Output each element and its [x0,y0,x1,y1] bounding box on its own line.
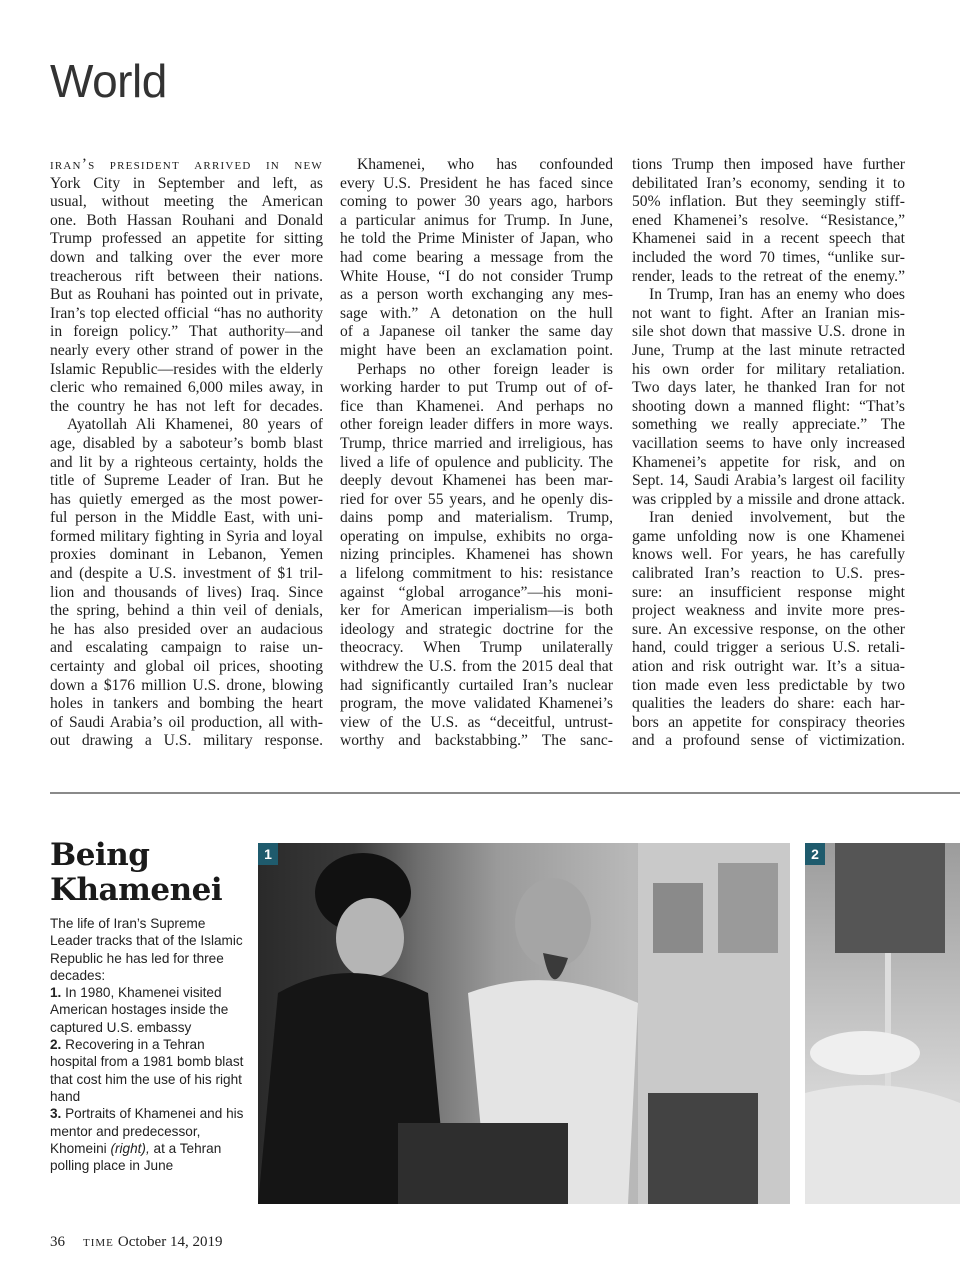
article-text-line: formed military fighting in Syria and loyal [50,527,323,545]
article-text-line: ried for over 55 years, and he openly dis- [340,490,613,508]
article-text-line: Khamenei said in a recent speech that [632,230,905,248]
article-text-line: of Saudi Arabia’s oil production, all with- [50,713,323,731]
article-text-line: a particular animus for Trump. In June, [340,211,613,229]
sidebar-title-line-2: Khamenei [50,872,223,908]
article-text-line: sure. An excessive response, on the other [632,620,905,638]
article-text-line: certainty and global oil prices, shooting [50,658,323,676]
caption-number: 1. [50,985,62,1001]
sidebar-caption [50,915,250,1174]
article-text-line: Sept. 14, Saudi Arabia’s largest oil facility [632,472,905,490]
article-text-line: deeply devout Khamenei has been mar- [340,472,613,490]
article-text-line: was crippled by a missile and drone attack. [632,490,905,508]
sidebar-intro: The life of Iran’s Supreme Leader tracks that of the Islamic Republic he has led for three decades: [50,916,243,983]
sidebar-title [50,838,222,908]
section-divider [50,792,960,794]
article-text-line: title of Supreme Leader of Iran. But he [50,472,323,490]
page-number: 36 [50,1234,65,1250]
article-text-line: his own order for military retaliation. [632,360,905,378]
article-text-line: June, Trump at the last minute retracted [632,341,905,359]
page-footer [50,1234,222,1251]
article-text-line: might have been an exclamation point. [340,341,613,359]
article-text-line: Iran’s top elected official “has no authority [50,304,323,322]
article-text-line: lion and thousands of lives) Iraq. Since [50,583,323,601]
article-text-line: qualities the leaders do share: each har- [632,695,905,713]
article-text-line: tion made even less predictable by two [632,676,905,694]
article-text-line: against “global arrogance”—his moni- [340,583,613,601]
article-text-line: every U.S. President he has faced since [340,174,613,192]
article-text-line: Perhaps no other foreign leader is [357,360,613,378]
article-text-line: and lit by a righteous certainty, holds the [50,453,323,471]
caption-item-1 [50,984,250,1036]
article-text-line: nizing principles. Khamenei has shown [340,546,613,564]
article-column-2 [340,156,613,751]
article-text-line: the spring, behind a thin veil of denials, [50,602,323,620]
article-text-line: Ayatollah Ali Khamenei, 80 years of [67,416,323,434]
article-text-line: Trump, thrice married and irreligious, has [340,434,613,452]
photo-khamenei-hostages [258,843,790,1204]
article-text-line: other foreign leader differs in more ways. [340,416,613,434]
article-text-line: one. Both Hassan Rouhani and Donald [50,211,323,229]
article-text-line: Khamenei’s appetite for risk, and on [632,453,905,471]
article-text-line: and (despite a U.S. investment of $1 tril- [50,565,323,583]
article-text-line: treacherous rift between their nations. [50,267,323,285]
article-text-line: usual, without meeting the American [50,193,323,211]
article-text-line: sile shot down that massive U.S. drone in [632,323,905,341]
photo-badge-2: 2 [805,843,825,865]
article-text-line: game unfolding now is one Khamenei [632,527,905,545]
article-text-line: Trump professed an appetite for sitting [50,230,323,248]
article-column-1 [50,156,323,751]
article-column-3 [632,156,905,751]
article-text-line: fice than Khamenei. And perhaps no [340,397,613,415]
article-text-line: a lifelong commitment to his: resistance [340,565,613,583]
article-text-line: proxies dominant in Lebanon, Yemen [50,546,323,564]
photo-badge-1: 1 [258,843,278,865]
caption-item-3 [50,1105,250,1174]
article-text-line: hand, could trigger a serious U.S. retali- [632,639,905,657]
article-text-line: working harder to put Trump out of of- [340,379,613,397]
caption-tail: at a Tehran polling place in June [50,1140,222,1174]
article-text-line: York City in September and left, as [50,174,323,192]
article-text-line: Islamic Republic—resides with the elderly [50,360,323,378]
article-text-line: nearly every other strand of power in the [50,341,323,359]
article-text-line: theocracy. When Trump unilaterally [340,639,613,657]
article-text-line: withdrew the U.S. from the 2015 deal that [340,658,613,676]
section-title: World [50,55,167,107]
issue-date: October 14, 2019 [117,1234,223,1250]
article-text-line: worthy and backstabbing.” The sanc- [340,732,613,750]
article-text-line: program, the move validated Khamenei’s [340,695,613,713]
article-text-line: dains pomp and materialism. Trump, [340,509,613,527]
article-text-line: and a profound sense of victimization. [632,732,905,750]
photo-khamenei-hospital [805,843,960,1204]
article-text-line: has quietly emerged as the most power- [50,490,323,508]
article-text-line: Iran denied involvement, but the [649,509,905,527]
article-text-line: had significantly curtailed Iran’s nuclear [340,676,613,694]
article-text-line: ened Khamenei’s resolve. “Resistance,” [632,211,905,229]
caption-italic: (right), [110,1140,150,1156]
caption-number: 3. [50,1106,62,1122]
article-text-line: vacillation seems to have only increased [632,434,905,452]
article-text-line: sure: an insufficient response might [632,583,905,601]
article-text-line: in foreign policy.” That authority—and [50,323,323,341]
article-text-line: not want to fight. After an Iranian mis- [632,304,905,322]
article-text-line: Khamenei, who has confounded [357,156,613,173]
article-text-line: cleric who remained 6,000 miles away, in [50,379,323,397]
article-text-line: he told the Prime Minister of Japan, who [340,230,613,248]
article-text-line: down and talking over the ever more [50,248,323,266]
photo-2-illustration [805,843,960,1204]
article-text-line: and escalating campaign to raise un- [50,639,323,657]
article-text-line: calibrated Iran’s reaction to U.S. pres- [632,565,905,583]
caption-text: In 1980, Khamenei visited American hostages inside the captured U.S. embassy [50,985,229,1035]
article-text-line: ideology and strategic doctrine for the [340,620,613,638]
article-text-line: holes in tankers and bombing the heart [50,695,323,713]
article-text-line: ful person in the Middle East, with uni- [50,509,323,527]
article-text-line: down a $176 million U.S. drone, blowing [50,676,323,694]
photo-1-illustration [258,843,790,1204]
article-text-line: ation and risk outright war. It’s a situa- [632,658,905,676]
article-text-line: out drawing a U.S. military response. [50,732,323,750]
article-text-line: he has also presided over an audacious [50,620,323,638]
article-text-line: lived a life of opulence and publicity. The [340,453,613,471]
caption-text: Recovering in a Tehran hospital from a 1981 bomb blast that cost him the use of his right hand [50,1037,244,1104]
article-text-line: as a person worth exchanging any mes- [340,286,613,304]
article-text-line: had come bearing a message from the [340,248,613,266]
article-text-line: age, disabled by a saboteur’s bomb blast [50,434,323,452]
article-text-line: In Trump, Iran has an enemy who does [649,286,905,304]
article-text-line: the country he has not left for decades. [50,397,323,415]
caption-number: 2. [50,1037,62,1053]
article-text-line: ker for American imperialism—is both [340,602,613,620]
caption-text: Portraits of Khamenei and his mentor and predecessor, Khomeini [50,1106,244,1156]
article-text-line: 50% inflation. But they seemingly stiff- [632,193,905,211]
article-text-line: knows well. For years, he has carefully [632,546,905,564]
article-text-line: debilitated Iran’s economy, sending it to [632,174,905,192]
article-text-line: view of the U.S. as “deceitful, untrust- [340,713,613,731]
article-text-line: coming to power 30 years ago, harbors [340,193,613,211]
article-text-line: render, leads to the retreat of the enemy.” [632,267,905,285]
magazine-name: time [83,1234,114,1250]
article-text-line: something we really appreciate.” The [632,416,905,434]
article-text-line: But as Rouhani has pointed out in private, [50,286,323,304]
article-text-line: sage with.” A detonation on the hull [340,304,613,322]
sidebar-title-line-1: Being [50,837,150,873]
caption-item-2 [50,1036,250,1105]
article-text-line: project weakness and invite more pres- [632,602,905,620]
article-text-line: tions Trump then imposed have further [632,156,905,173]
article-text-line: of a Japanese oil tanker the same day [340,323,613,341]
article-text-line: bors an appetite for conspiracy theories [632,713,905,731]
article-text-line: included the word 70 times, “unlike sur- [632,248,905,266]
article-text-line: operating on impulse, exhibits no orga- [340,527,613,545]
article-text-line: shooting down a manned flight: “That’s [632,397,905,415]
article-text-line: iran’s president arrived in new [50,156,323,173]
article-text-line: Two days later, he thanked Iran for not [632,379,905,397]
article-text-line: White House, “I do not consider Trump [340,267,613,285]
